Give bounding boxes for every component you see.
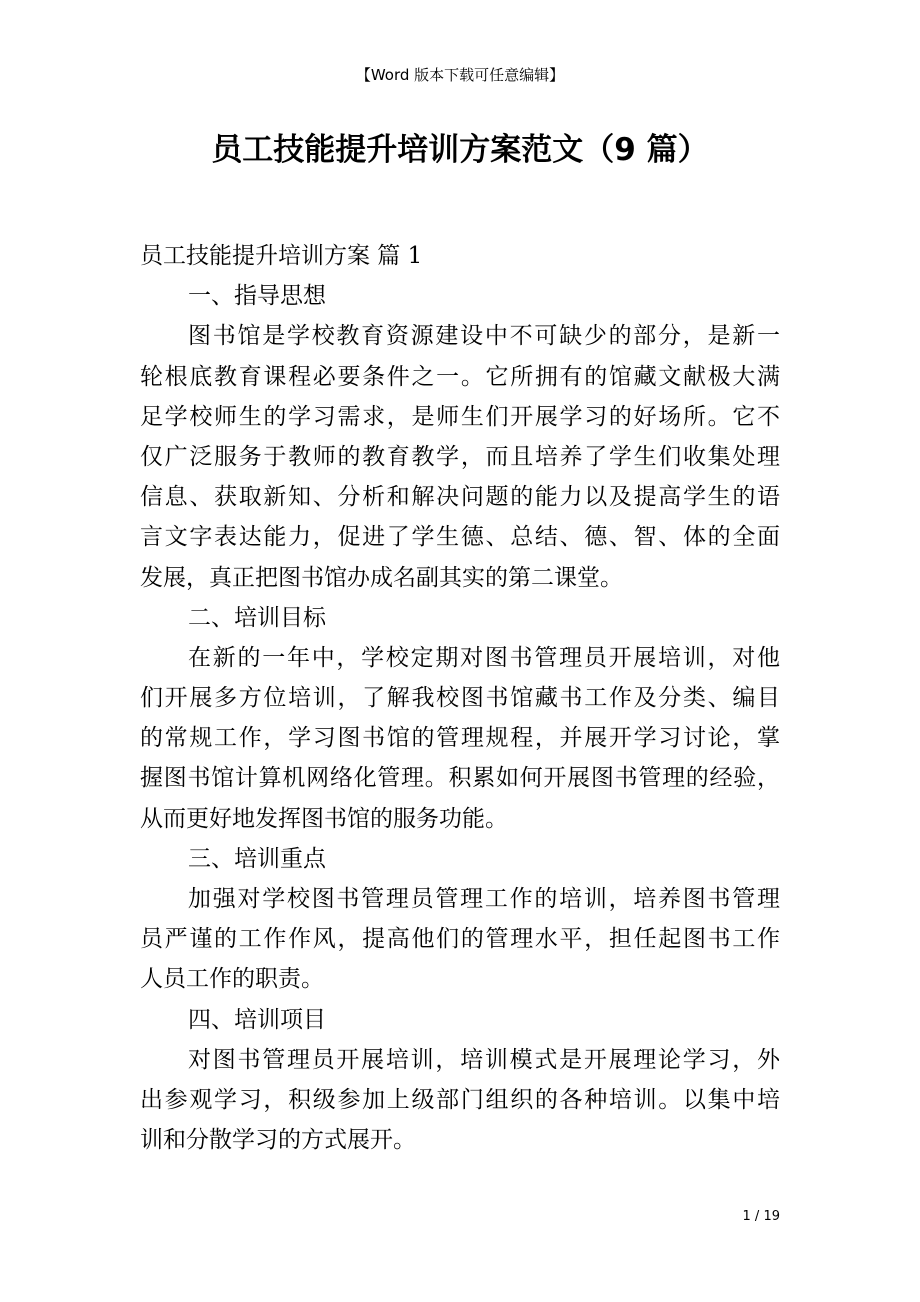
body-line: 四、培训项目 (188, 1006, 326, 1033)
body-line: 言文字表达能力，促进了学生德、总结、德、智、体的全面 (140, 524, 780, 551)
header-note: 【Word 版本下载可任意编辑】 (355, 66, 565, 84)
body-line: 加强对学校图书管理员管理工作的培训，培养图书管理 (188, 886, 780, 912)
body-line: 握图书馆计算机网络化管理。积累如何开展图书管理的经验， (140, 765, 780, 792)
body-line: 们开展多方位培训，了解我校图书馆藏书工作及分类、编目 (140, 685, 780, 712)
body-line: 三、培训重点 (188, 845, 326, 872)
body-line: 人员工作的职责。 (140, 966, 324, 993)
body-line: 发展，真正把图书馆办成名副其实的第二课堂。 (140, 564, 623, 591)
body-line: 仅广泛服务于教师的教育教学，而且培养了学生们收集处理 (140, 443, 780, 470)
body-line: 出参观学习，积级参加上级部门组织的各种培训。以集中培 (140, 1086, 780, 1113)
document-body (140, 236, 780, 1160)
body-line: 在新的一年中，学校定期对图书管理员开展培训，对他 (188, 644, 780, 671)
body-line: 一、指导思想 (188, 283, 326, 310)
body-line: 信息、获取新知、分析和解决问题的能力以及提高学生的语 (140, 484, 780, 511)
body-line: 图书馆是学校教育资源建设中不可缺少的部分，是新一 (188, 323, 780, 350)
body-line: 轮根底教育课程必要条件之一。它所拥有的馆藏文献极大满 (140, 363, 780, 390)
body-line: 足学校师生的学习需求，是师生们开展学习的好场所。它不 (140, 403, 780, 430)
body-line: 员工技能提升培训方案 篇 1 (140, 243, 423, 269)
document-title: 员工技能提升培训方案范文（9 篇） (211, 132, 709, 168)
page-number: 1 / 19 (742, 1209, 780, 1224)
body-line: 员严谨的工作作风，提高他们的管理水平，担任起图书工作 (140, 926, 780, 953)
body-line: 对图书管理员开展培训，培训模式是开展理论学习，外 (188, 1046, 780, 1073)
body-line: 的常规工作，学习图书馆的管理规程，并展开学习讨论，掌 (140, 725, 780, 752)
body-line: 二、培训目标 (188, 604, 326, 631)
body-line: 从而更好地发挥图书馆的服务功能。 (140, 805, 508, 832)
body-line: 训和分散学习的方式展开。 (140, 1127, 416, 1154)
